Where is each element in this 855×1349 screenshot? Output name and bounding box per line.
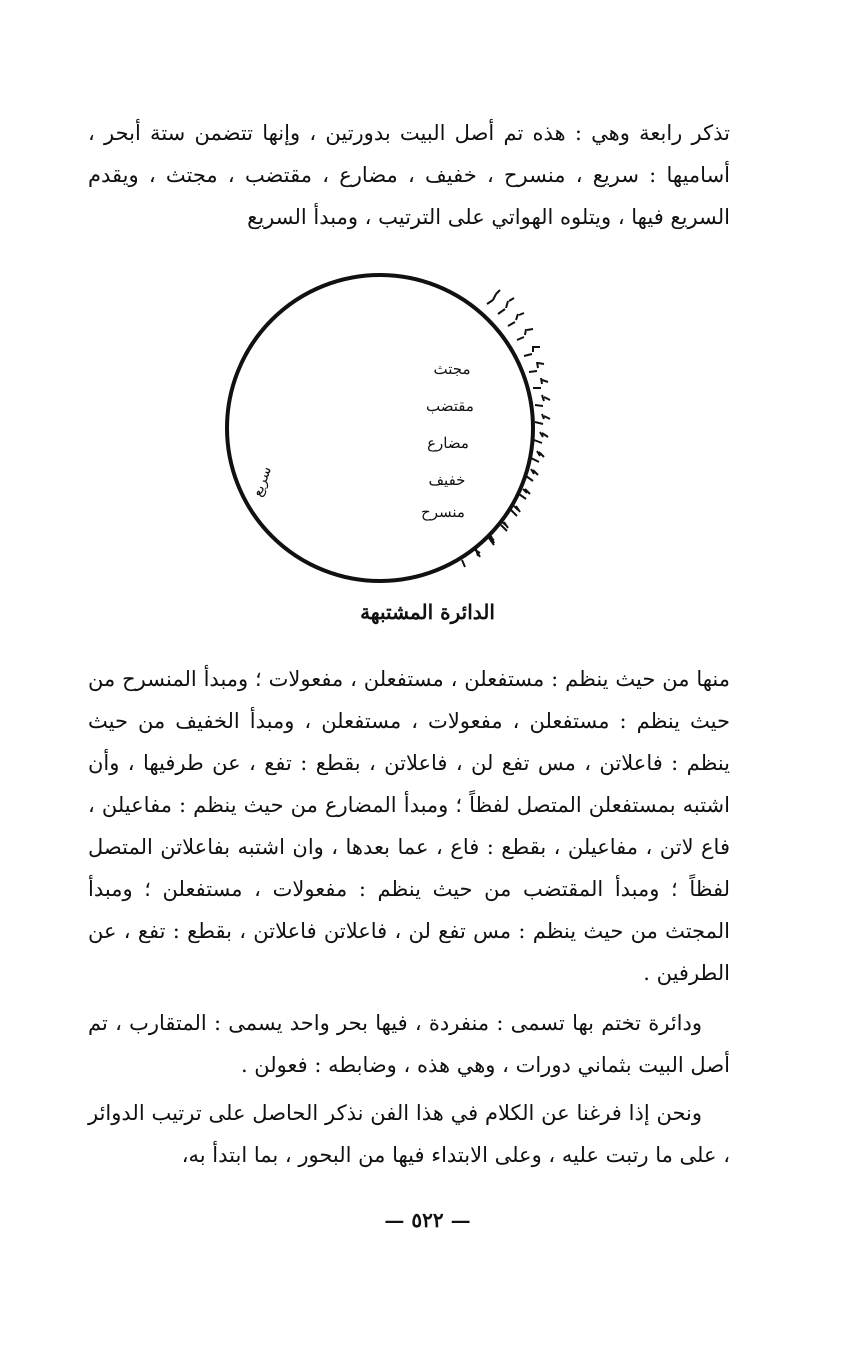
meter-label-muqtadab: مقتضب (426, 397, 474, 415)
meter-label-mujtathth: مجتث (433, 360, 471, 378)
meter-labels (421, 360, 474, 521)
meter-label-sari: سريع (249, 464, 276, 499)
paragraph-3: ونحن إذا فرغنا عن الكلام في هذا الفن نذكر الحاصل على ترتيب الدوائر ، على ما رتبت عليه ، وعلى الابتداء فيها من البحور ، بما ابتدأ به، (88, 1101, 730, 1167)
meter-label-munsarih: منسرح (421, 503, 465, 521)
page-number: — ٥٢٢ — (384, 1208, 471, 1232)
meter-label-khafif: خفيف (428, 471, 466, 489)
diagram-caption: الدائرة المشتبهة (360, 600, 495, 624)
circle-diagram (200, 270, 580, 590)
intro-paragraph: تذكر رابعة وهي : هذه تم أصل البيت بدورتين ، وإنها تتضمن ستة أبحر ، أساميها : سريع ، منسرح ، خفيف ، مضارع ، مقتضب ، مجتث ، ويقدم السريع فيها ، ويتلوه الهواتي على الترتيب ، ومبدأ السريع (88, 121, 730, 229)
meter-label-mudari: مضارع (427, 434, 469, 452)
meter-circle (227, 275, 533, 581)
prosody-marks (462, 290, 550, 567)
main-paragraph: منها من حيث ينظم : مستفعلن ، مستفعلن ، مفعولات ؛ ومبدأ المنسرح من حيث ينظم : مستفعلن ، مفعولات ، مستفعلن ، ومبدأ الخفيف من حيث ينظم : فاعلاتن ، مس تفع لن ، فاعلاتن ، بقطع : تفع ، عن طرفيها ، وأن اشتبه بمستفعلن المتصل لفظاً ؛ ومبدأ المضارع من حيث ينظم : مفاعيلن ، فاع لاتن ، مفاعيلن ، بقطع : فاع ، عما بعدها ، وان اشتبه بفاعلاتن المتصل لفظاً ؛ ومبدأ المقتضب من حيث ينظم : مفعولات ، مستفعلن ؛ ومبدأ المجتث من حيث ينظم : مس تفع لن ، فاعلاتن فاعلاتن ، بقطع : تفع ، عن الطرفين . (88, 667, 730, 985)
paragraph-2: ودائرة تختم بها تسمى : منفردة ، فيها بحر واحد يسمى : المتقارب ، تم أصل البيت بثماني دورات ، وهي هذه ، وضابطه : فعولن . (88, 1011, 730, 1077)
